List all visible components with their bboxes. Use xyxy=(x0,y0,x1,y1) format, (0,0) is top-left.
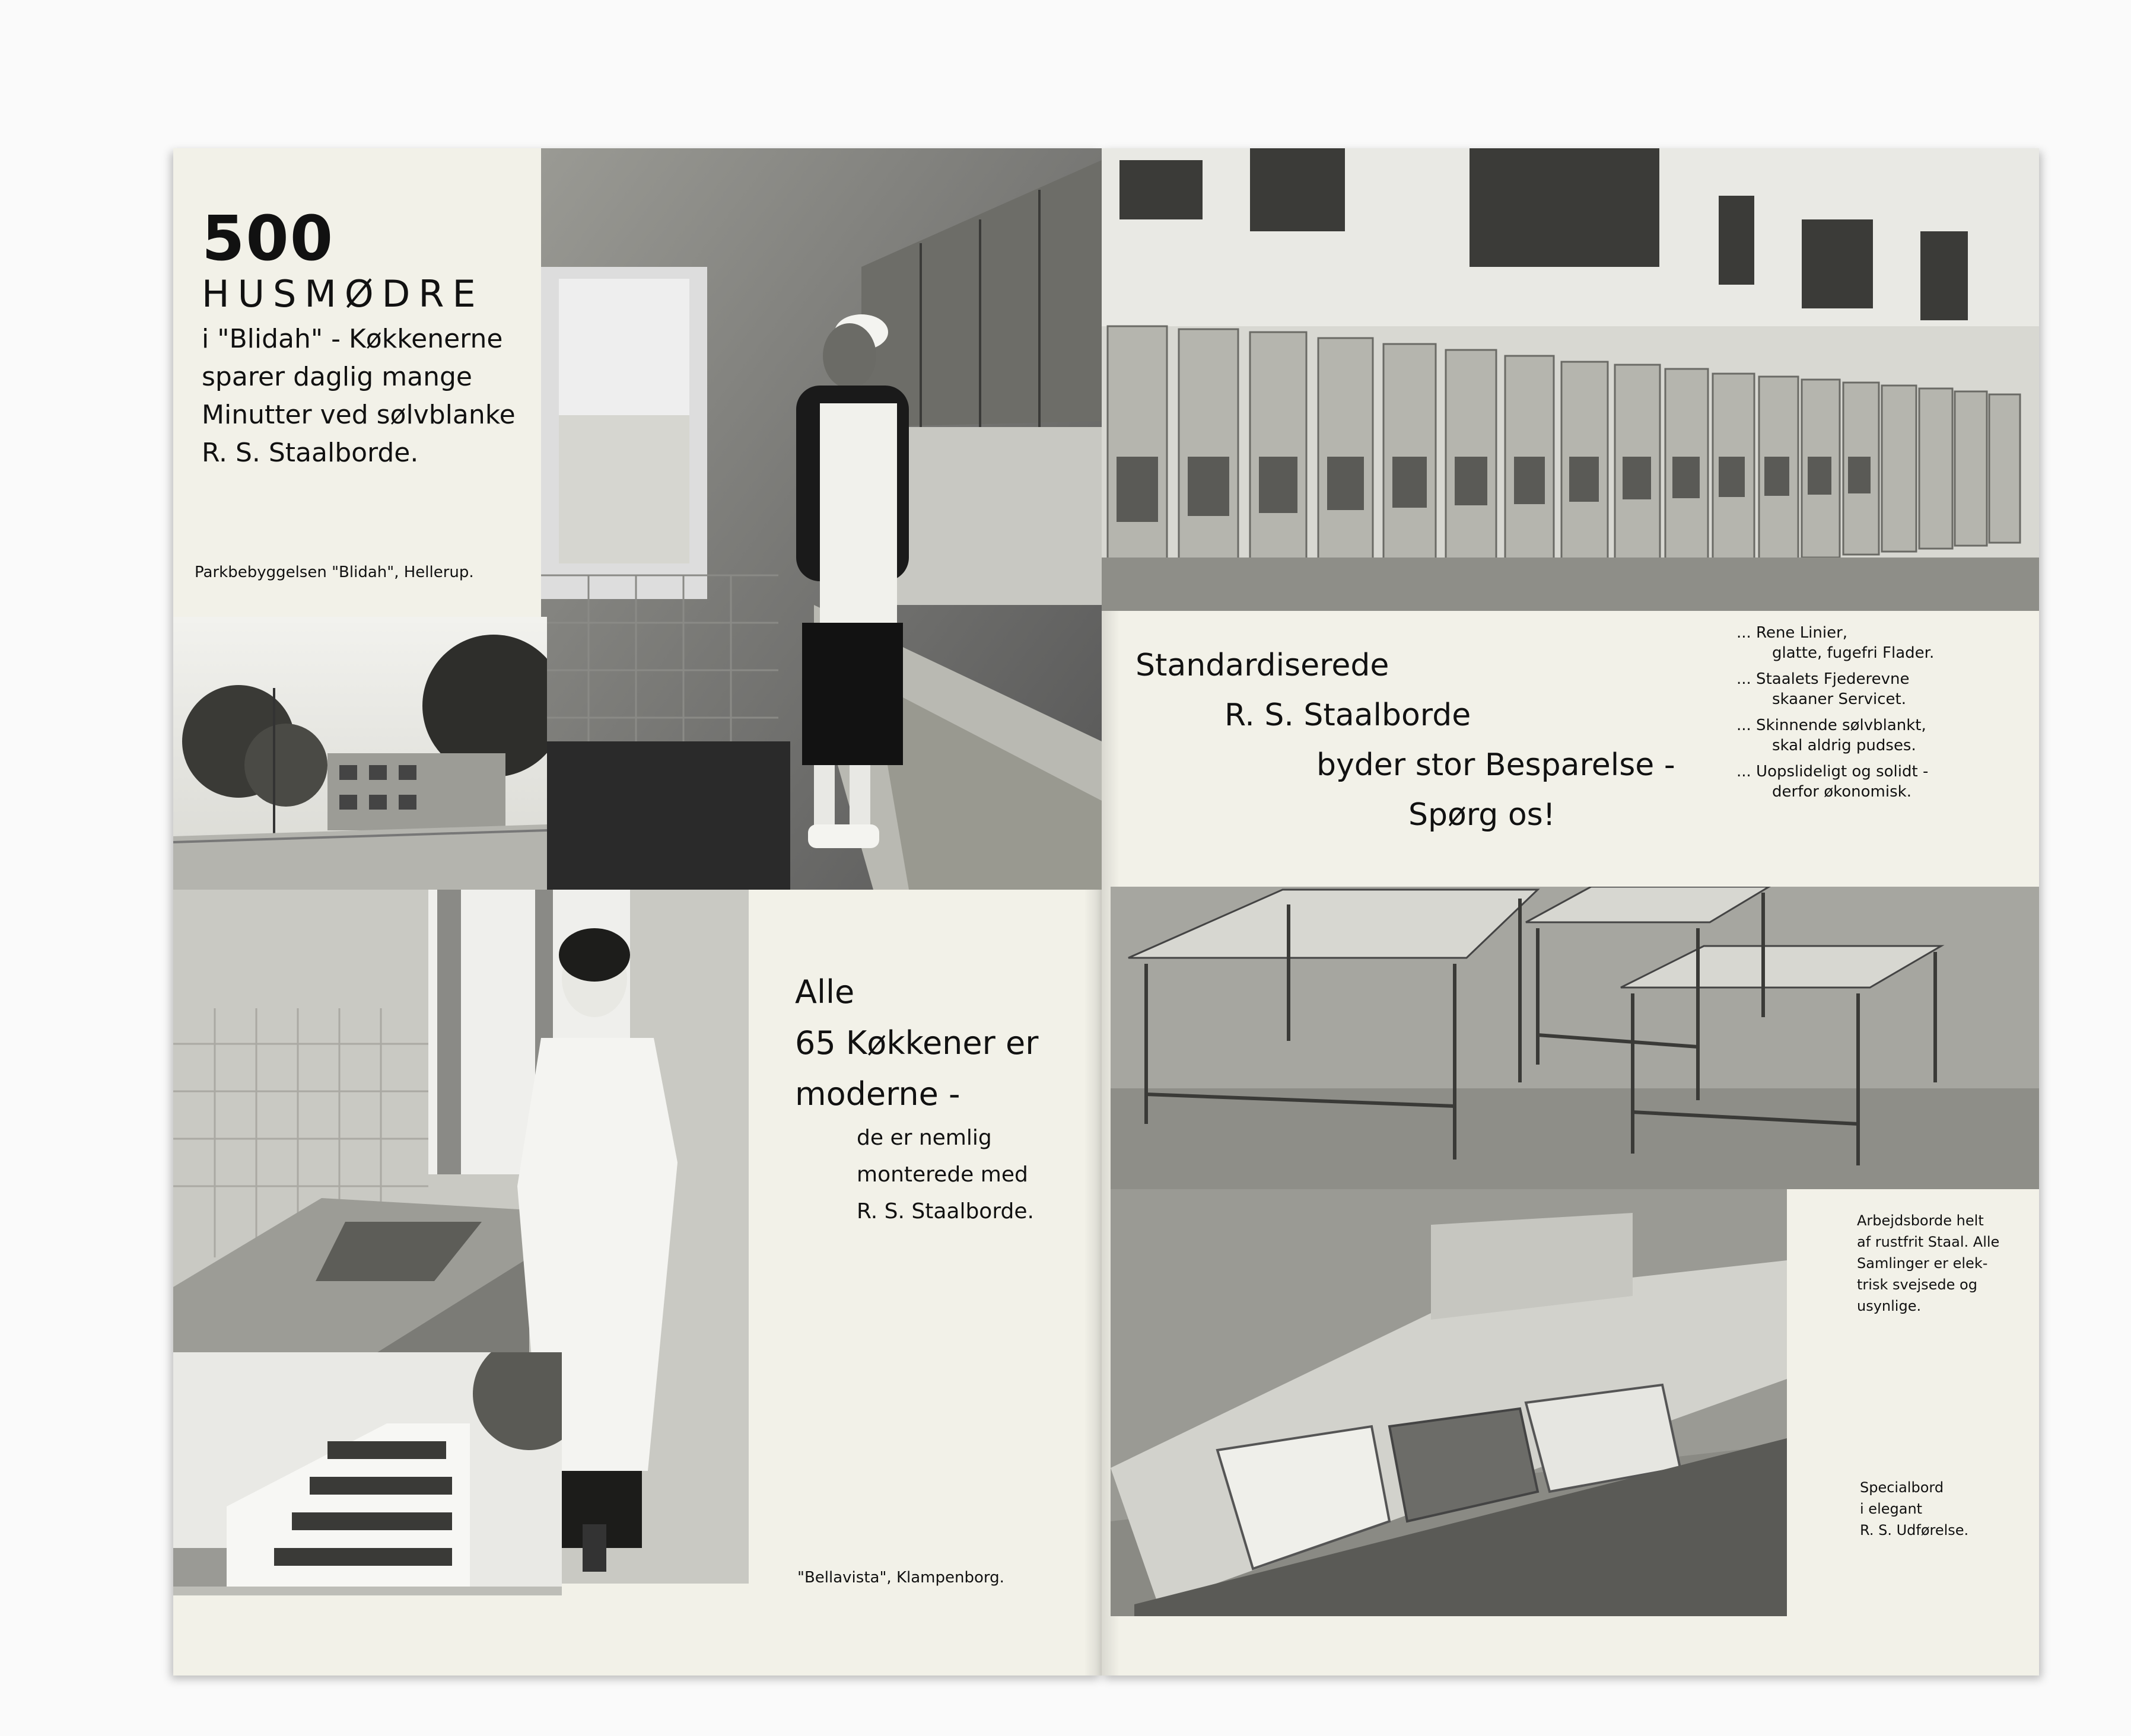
benefit-line: skaaner Servicet. xyxy=(1772,690,1906,708)
photo-bellavista-building xyxy=(173,1352,562,1595)
benefit-line: skal aldrig pudses. xyxy=(1772,737,1916,754)
caption-line: Specialbord xyxy=(1860,1479,1944,1496)
benefit-item xyxy=(1736,623,1934,663)
headline-husmodre: HUSMØDRE xyxy=(202,272,484,316)
caption-line: trisk svejsede og xyxy=(1857,1276,1977,1293)
benefit-line: derfor økonomisk. xyxy=(1772,783,1911,801)
intro-text xyxy=(202,320,516,472)
benefit-list xyxy=(1736,623,1934,802)
caption-specialbord xyxy=(1860,1477,1968,1541)
photo-steel-tables xyxy=(1111,887,2039,1189)
caption-line: i elegant xyxy=(1860,1501,1923,1517)
headline-line: Spørg os! xyxy=(1408,797,1556,833)
intro-line: R. S. Staalborde. xyxy=(202,438,419,468)
intro-line: sparer daglig mange xyxy=(202,362,472,392)
headline-line: R. S. Staalborde xyxy=(1224,697,1471,733)
benefit-line: ... Rene Linier, xyxy=(1736,624,1848,642)
headline-line: Standardiserede xyxy=(1136,648,1389,683)
photo-kitchen-maid xyxy=(541,148,1102,890)
alle-subtext xyxy=(857,1120,1034,1230)
big-number: 500 xyxy=(202,202,335,275)
headline-line: byder stor Besparelse - xyxy=(1316,747,1675,783)
caption-line: R. S. Udførelse. xyxy=(1860,1522,1969,1538)
intro-line: Minutter ved sølvblanke xyxy=(202,400,516,430)
benefit-line: ... Uopslideligt og solidt - xyxy=(1736,763,1929,781)
brochure-spread xyxy=(173,148,2039,1676)
caption-bellavista: "Bellavista", Klampenborg. xyxy=(797,1569,1004,1587)
benefit-item xyxy=(1736,669,1934,709)
standard-headline xyxy=(1136,641,1675,840)
caption-line: usynlige. xyxy=(1857,1298,1922,1314)
photo-special-sink xyxy=(1111,1189,1787,1616)
benefit-line: glatte, fugefri Flader. xyxy=(1772,644,1935,662)
photo-blidah-street xyxy=(173,617,547,890)
alle-line: 65 Køkkener er xyxy=(795,1024,1039,1062)
caption-blidah: Parkbebyggelsen "Blidah", Hellerup. xyxy=(195,563,474,581)
alle-text xyxy=(795,967,1038,1120)
photo-steel-panels xyxy=(1102,148,2039,611)
sub-line: monterede med xyxy=(857,1162,1028,1187)
caption-line: Samlinger er elek- xyxy=(1857,1255,1988,1272)
benefit-line: ... Staalets Fjederevne xyxy=(1736,670,1910,688)
benefit-item xyxy=(1736,762,1934,802)
benefit-line: ... Skinnende sølvblankt, xyxy=(1736,716,1926,734)
sub-line: R. S. Staalborde. xyxy=(857,1199,1034,1224)
caption-line: af rustfrit Staal. Alle xyxy=(1857,1234,2000,1250)
intro-line: i "Blidah" - Køkkenerne xyxy=(202,324,503,354)
sub-line: de er nemlig xyxy=(857,1126,992,1150)
benefit-item xyxy=(1736,715,1934,756)
alle-line: Alle xyxy=(795,973,855,1011)
caption-line: Arbejdsborde helt xyxy=(1857,1212,1984,1229)
alle-line: moderne - xyxy=(795,1075,960,1113)
caption-worktables xyxy=(1857,1210,1999,1317)
